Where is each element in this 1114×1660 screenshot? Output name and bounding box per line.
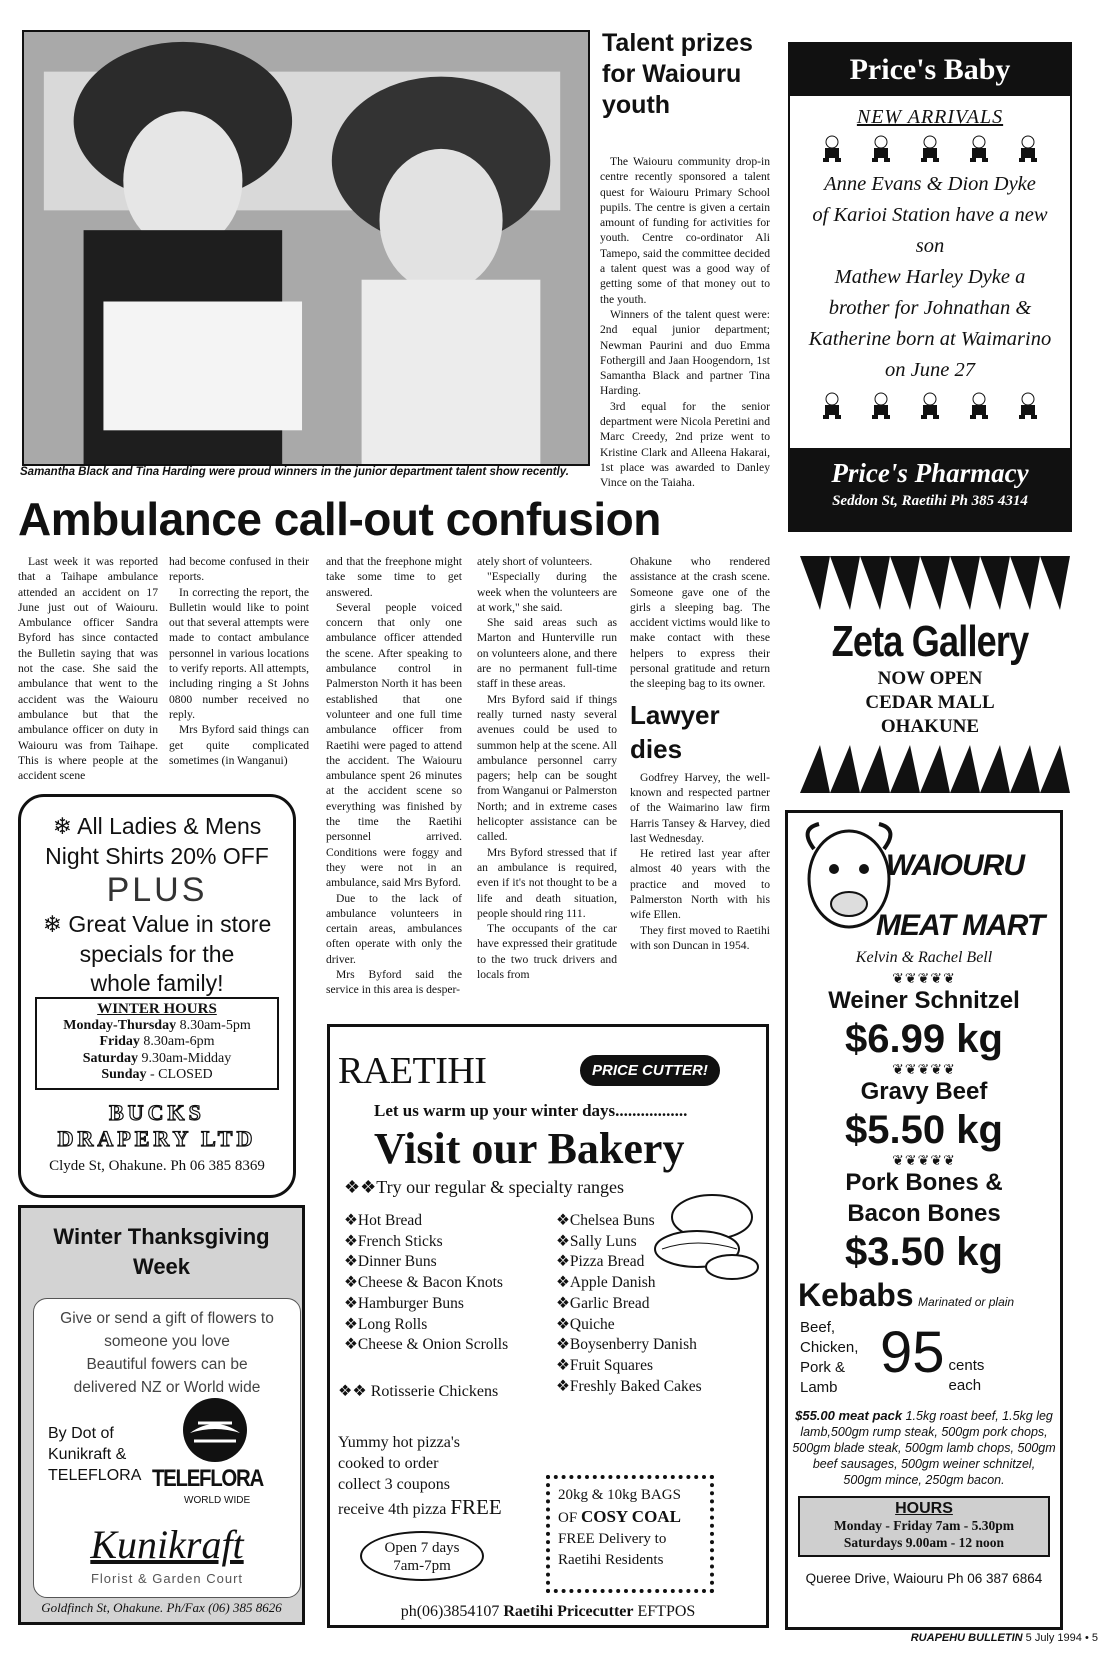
item-name: Gravy Beef — [860, 1078, 988, 1105]
article-paragraph: Last week it was reported that a Taihape ambulance attended an accident on 17 June just out of Waiouru. Ambulance officer Sandra Byford has since contacted the Bulletin saying that was not the case. She said the ambulance that went to the accident was the Waiouru ambulance but that the ambulance officer on duty in Waiouru was from Taihape. This is where people at the accident scene — [18, 555, 158, 783]
phone-number: ph(06)3854107 — [400, 1603, 500, 1620]
by-line — [48, 1423, 141, 1486]
bakery-item: ❖Hot Bread — [344, 1212, 423, 1229]
bakery-item: ❖Pizza Bread — [556, 1253, 645, 1271]
bakery-headline: Visit our Bakery — [374, 1124, 685, 1173]
meat-pack-desc: 1.5kg roast beef, 1.5kg leg lamb,500gm rump steak, 500gm pork chops, 500gm blade steak, 500gm lamb chops, 500gm beef sausages, 500gm weiner schnitzel, 500gm mince, 250gm bacon. — [792, 1409, 1056, 1487]
by-line-text: TELEFLORA — [48, 1467, 142, 1484]
promo-line: ❄ Great Value in store — [42, 911, 272, 937]
zeta-gallery-ad — [790, 556, 1070, 792]
pharmacy-name: Price's Pharmacy — [831, 458, 1029, 488]
gallery-line: CEDAR MALL — [865, 692, 995, 713]
baby-icon — [916, 134, 944, 164]
page-number: • 5 — [1084, 1632, 1098, 1644]
kebab-type: Beef, — [800, 1319, 836, 1336]
winter-hours-box — [35, 997, 279, 1090]
baby-row — [790, 129, 1070, 169]
zigzag-bottom-border — [790, 745, 1070, 793]
coal-line — [558, 1506, 710, 1529]
store-name: DRAPERY LTD — [57, 1125, 257, 1151]
lawyer-paragraph: He retired last year after almost 40 years with the practice and moved to Palmerston North with his wife Ellen. — [630, 847, 770, 922]
gift-message: someone you love — [104, 1333, 230, 1350]
announcement-line: of Karioi Station have a new — [812, 204, 1048, 226]
announcement-line: Mathew Harley Dyke a — [834, 266, 1026, 288]
meat-mart-name-1: WAIOURU — [886, 849, 1024, 882]
ranges-line: ❖❖Try our regular & specialty ranges — [344, 1177, 625, 1197]
by-line-text: By Dot of — [48, 1425, 114, 1442]
gift-message: Give or send a gift of flowers to — [60, 1310, 274, 1327]
pharmacy-banner — [790, 448, 1070, 530]
kebabs-title: Kebabs — [798, 1277, 914, 1313]
item-price: $5.50 kg — [845, 1108, 1003, 1152]
bakery-item: ❖Quiche — [556, 1315, 615, 1333]
ornament: ❦❦❦❦❦ — [892, 1152, 956, 1168]
article-paragraph: Mrs Byford said things can get quite complicated sometimes (in Wanganui) — [169, 723, 309, 767]
bakery-item: ❖Chelsea Buns — [556, 1212, 655, 1229]
talent-headline: Talent prizes for Waiouru youth — [602, 29, 753, 119]
zigzag-top-border — [790, 556, 1070, 610]
kebabs-block — [788, 1318, 1060, 1408]
contact-line — [330, 1603, 766, 1621]
pizza-line: Yummy hot pizza's — [338, 1434, 460, 1451]
lawyer-paragraph: Godfrey Harvey, the well-known and respected partner of the Waimarino law firm Harris Tansey & Harvey, died last Wednesday. — [630, 770, 770, 845]
article-paragraph: had become confused in their reports. — [169, 555, 309, 584]
gallery-line: OHAKUNE — [880, 716, 980, 737]
meat-mart-name-2: MEAT MART — [876, 909, 1045, 942]
open-hours-oval — [360, 1531, 484, 1581]
pizza-line: cooked to order — [338, 1455, 439, 1472]
kebab-type: Pork & — [800, 1359, 846, 1376]
hours-row — [37, 1051, 277, 1068]
ad-title: Week — [132, 1254, 191, 1279]
eftpos-label: EFTPOS — [637, 1603, 696, 1620]
kebab-type: Chicken, — [800, 1339, 859, 1356]
promo-plus: PLUS — [106, 871, 208, 909]
hours-title: WINTER HOURS — [97, 1001, 217, 1017]
ornament: ❦❦❦❦❦ — [892, 970, 956, 986]
article-paragraph: Due to the lack of ambulance volunteers in certain areas, ambulances often operate with only the driver. — [326, 891, 462, 966]
pizza-text: receive 4th pizza — [338, 1501, 447, 1518]
bakery-item: ❖Hamburger Buns — [344, 1294, 464, 1312]
bakery-list-left — [344, 1211, 508, 1356]
kebabs-note: Marinated or plain — [918, 1295, 1015, 1309]
kebabs-heading — [788, 1277, 1060, 1314]
store-name: Raetihi Pricecutter — [503, 1603, 634, 1620]
baby-icon — [916, 391, 944, 421]
price-cutter-badge: PRICE CUTTER! — [580, 1055, 720, 1086]
baby-icon — [818, 391, 846, 421]
hours-title: HOURS — [895, 1500, 953, 1517]
bakery-item: ❖Sally Luns — [556, 1232, 637, 1250]
rotisserie-line: ❖❖ Rotisserie Chickens — [338, 1383, 499, 1400]
ad-subtitle: NEW ARRIVALS — [856, 106, 1004, 128]
promo-line: specials for the — [79, 941, 235, 967]
announcement-line: brother for Johnathan & — [828, 297, 1032, 319]
raetihi-pricecutter-ad — [327, 1024, 769, 1628]
meat-mart-address: Queree Drive, Waiouru Ph 06 387 6864 — [805, 1571, 1043, 1586]
article-paragraph: ately short of volunteers. — [477, 555, 593, 568]
article-paragraph: In correcting the report, the Bulletin would like to point out that several attempts were made to contact ambulance personnel in various locations to verify reports. All attempts, including ringing a St Johns 0800 number received no reply. — [169, 585, 309, 721]
bakery-item: ❖Dinner Buns — [344, 1253, 437, 1271]
tagline: Let us warm up your winter days................. — [374, 1101, 688, 1120]
kunikraft-ad — [18, 1205, 305, 1625]
hours-day: Sunday — [101, 1067, 147, 1082]
hours-time: 8.30am-5pm — [179, 1017, 251, 1033]
ambulance-column-4 — [477, 554, 617, 982]
article-paragraph: and that the freephone might take some time to get answered. — [326, 555, 462, 599]
lawyer-paragraph: They first moved to Raetihi with son Duncan in 1954. — [630, 923, 770, 952]
kunikraft-address: Goldfinch St, Ohakune. Ph/Fax (06) 385 8626 — [41, 1600, 282, 1615]
announcement-line: Katherine born at Waimarino — [808, 328, 1052, 350]
hours-row — [37, 1034, 277, 1051]
news-photo — [22, 30, 590, 466]
meat-mart-header — [788, 813, 1060, 953]
ad-title: Winter Thanksgiving — [53, 1224, 270, 1249]
kebab-type: Lamb — [800, 1379, 838, 1396]
store-address: Clyde St, Ohakune. Ph 06 385 8369 — [49, 1157, 265, 1174]
article-paragraph: Mrs Byford stressed that if an ambulance is required, even if it's not thought to be a life and death situation, people should ring 111. — [477, 845, 617, 920]
teleflora-tagline: WORLD WIDE — [184, 1495, 251, 1506]
hours-day: Monday-Thursday — [63, 1017, 177, 1033]
ambulance-column-2 — [169, 554, 309, 768]
item-price: $3.50 kg — [845, 1230, 1003, 1274]
teleflora-logo-icon — [180, 1395, 250, 1465]
promo-line: whole family! — [90, 970, 224, 996]
pizza-block — [338, 1432, 502, 1520]
hours-time: 9.30am-Midday — [141, 1050, 232, 1066]
meat-mart-ad — [785, 810, 1063, 1630]
coal-text: OF — [558, 1510, 578, 1526]
open-line: Open 7 days — [384, 1540, 460, 1556]
teleflora-brand: TELEFLORA — [152, 1465, 263, 1492]
page-footer — [848, 1632, 1098, 1644]
article-paragraph: Ohakune who rendered assistance at the crash scene. Someone gave one of the girls a sleeping bag. The accident victims would like to make contact with these helpers to express their personal gratitude and return the sleeping bag to its owner. — [630, 555, 770, 691]
bakery-item: ❖Long Rolls — [344, 1315, 428, 1333]
pizza-line — [338, 1497, 502, 1520]
hours-day: Saturday — [82, 1050, 138, 1066]
paper-name: RUAPEHU BULLETIN — [910, 1632, 1023, 1644]
town-name: RAETIHI — [338, 1050, 487, 1092]
store-name: BUCKS — [109, 1099, 205, 1125]
promo-line: ❄ All Ladies & Mens — [52, 813, 262, 839]
announcement-line: on June 27 — [885, 359, 975, 381]
talent-article — [600, 154, 770, 491]
coal-line: FREE Delivery to — [558, 1531, 667, 1547]
article-paragraph: The occupants of the car have expressed their gratitude to the two truck drivers and locals from — [477, 922, 617, 982]
talent-paragraph: The Waiouru community drop-in centre recently sponsored a talent quest for Waiouru Primary School pupils. The centre is given a certain amount of funding for activities for youth. Centre co-ordinator Ali Tamepo, said the committee decided a talent quest was a good way of getting some of that money out to the youth. — [600, 155, 770, 306]
pizza-line: collect 3 coupons — [338, 1476, 450, 1493]
baby-row — [790, 386, 1070, 426]
meat-pack — [788, 1408, 1060, 1488]
kebab-unit — [945, 1318, 985, 1408]
gallery-line: NOW OPEN — [877, 668, 983, 689]
hours-row — [37, 1067, 277, 1084]
bakery-item: ❖Freshly Baked Cakes — [556, 1377, 702, 1395]
ambulance-column-5 — [630, 554, 770, 953]
baby-icon — [1014, 134, 1042, 164]
kunikraft-brand: Kunikraft — [90, 1522, 244, 1567]
bucks-drapery-ad — [18, 794, 296, 1198]
baby-icon — [818, 134, 846, 164]
bakery-list-right — [556, 1211, 702, 1397]
open-line: 7am-7pm — [393, 1558, 451, 1574]
article-paragraph: "Especially during the week when the volunteers are at work," she said. — [477, 570, 617, 614]
item-price: $6.99 kg — [845, 1017, 1003, 1061]
kebab-price: 95 — [880, 1320, 945, 1385]
item-name: Pork Bones & — [845, 1169, 1003, 1196]
talent-paragraph: Winners of the talent quest were: 2nd equal junior department; Newman Paurini and duo Emma Fothergill and Jaan Hoogendorn, 1st Samantha Black and partner Tina Harding. — [600, 307, 770, 398]
article-paragraph: She said areas such as Marton and Hunterville run on volunteers alone, and there are no permanent full-time staff in these areas. — [477, 616, 617, 691]
bakery-item: ❖Garlic Bread — [556, 1294, 650, 1312]
bakery-item: ❖Fruit Squares — [556, 1356, 653, 1374]
announcement-line: son — [915, 235, 945, 257]
meat-pack-title: $55.00 meat pack — [795, 1408, 903, 1423]
kunikraft-tagline: Florist & Garden Court — [90, 1571, 244, 1586]
coal-line: 20kg & 10kg BAGS — [558, 1487, 681, 1503]
kebab-types — [800, 1318, 880, 1408]
gallery-name: Zeta Gallery — [831, 617, 1029, 666]
kebab-unit-line: each — [948, 1377, 982, 1394]
article-paragraph: Mrs Byford said if things really turned nasty several avenues could be used to summon help at the scene. All ambulance personnel carry pagers; help can be sought from Wanganui or Palmerston North; and in extreme cases helicopter assistance can be called. — [477, 692, 617, 844]
baby-icon — [965, 134, 993, 164]
meat-hours-box — [798, 1496, 1050, 1557]
baby-icon — [1014, 391, 1042, 421]
bakery-item: ❖Cheese & Bacon Knots — [344, 1274, 503, 1292]
hours-line: Monday - Friday 7am - 5.30pm — [834, 1518, 1014, 1533]
kunikraft-panel — [33, 1298, 301, 1598]
ambulance-headline: Ambulance call-out confusion — [18, 493, 661, 545]
lawyer-headline: Lawyer dies — [630, 699, 720, 764]
ambulance-column-1 — [18, 554, 158, 783]
hours-row — [37, 1018, 277, 1035]
item-name: Weiner Schnitzel — [828, 987, 1020, 1014]
item-name: Bacon Bones — [847, 1200, 1001, 1227]
ad-title: Price's Baby — [790, 44, 1070, 96]
prices-baby-ad — [788, 42, 1072, 532]
article-paragraph: Mrs Byford said the service in this area is desper- — [326, 968, 462, 997]
pharmacy-address: Seddon St, Raetihi Ph 385 4314 — [832, 493, 1028, 509]
free-label: FREE — [450, 1495, 502, 1519]
kebab-unit-line: cents — [948, 1357, 985, 1374]
hours-line: Saturdays 9.00am - 12 noon — [843, 1535, 1005, 1550]
coal-line: Raetihi Residents — [558, 1552, 664, 1568]
gift-message: delivered NZ or World wide — [73, 1379, 261, 1396]
hours-day: Friday — [99, 1034, 140, 1049]
coal-highlight: COSY COAL — [580, 1507, 681, 1526]
ambulance-column-3 — [326, 554, 462, 998]
promo-line: Night Shirts 20% OFF — [45, 843, 269, 869]
bakery-item: ❖Boysenberry Danish — [556, 1336, 697, 1354]
coal-box — [546, 1475, 714, 1593]
announcement-line: Anne Evans & Dion Dyke — [824, 173, 1036, 195]
article-paragraph: Several people voiced concern that only one ambulance officer attended the scene. After speaking to ambulance control in Palmerston North it has been established that one volunteer and one full time ambulance officer from Raetihi were paged to attend the accident. The Waiouru ambulance spent 26 minutes at the accident scene so everything was finished by the time the Raetihi personnel arrived. Conditions were foggy and they were not in an ambulance, said Mrs Byford. — [326, 600, 462, 890]
bakery-item: ❖French Sticks — [344, 1232, 443, 1250]
photo-caption: Samantha Black and Tina Harding were proud winners in the junior department talent show recently. — [20, 466, 569, 478]
announcement — [790, 169, 1070, 386]
hours-time: 8.30am-6pm — [143, 1034, 215, 1049]
meat-mart-owners: Kelvin & Rachel Bell — [855, 949, 993, 966]
gift-message: Beautiful fowers can be — [86, 1356, 248, 1373]
baby-icon — [867, 134, 895, 164]
baby-icon — [867, 391, 895, 421]
hours-time: - CLOSED — [150, 1067, 213, 1082]
talent-paragraph: 3rd equal for the senior department were Nicola Peretini and Marc Creedy, 2nd prize went to Kristine Clark and Alleena Hakarai, 1st place was awarded to Danley Vince on the Taiaha. — [600, 399, 770, 490]
ornament: ❦❦❦❦❦ — [892, 1061, 956, 1077]
bakery-item: ❖Apple Danish — [556, 1274, 656, 1292]
issue-date: 5 July 1994 — [1025, 1632, 1082, 1644]
baby-icon — [965, 391, 993, 421]
bakery-item: ❖Cheese & Onion Scrolls — [344, 1336, 509, 1354]
by-line-text: Kunikraft & — [48, 1446, 127, 1463]
